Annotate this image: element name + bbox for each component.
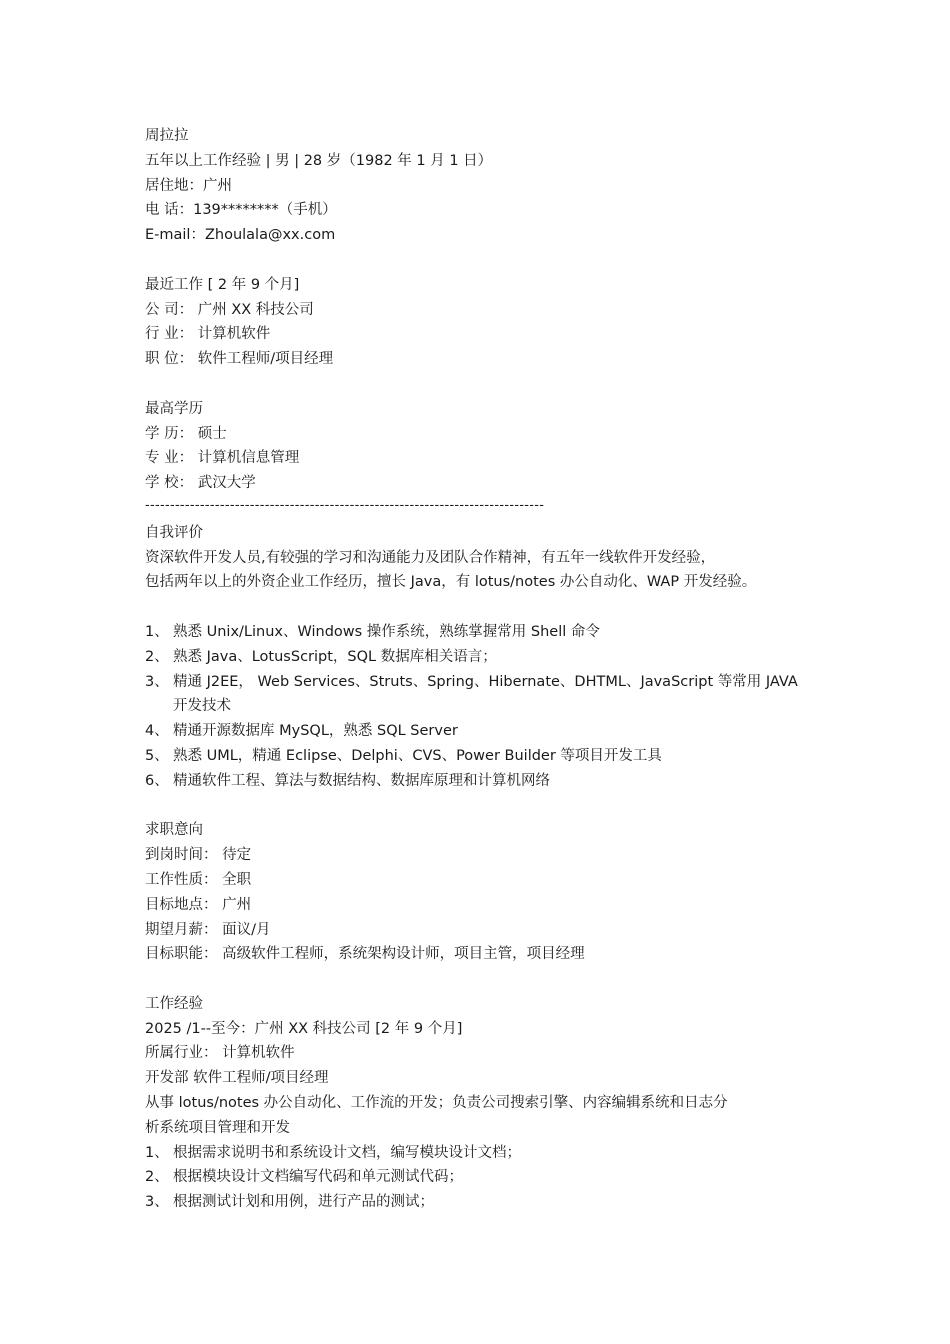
skill-text: 熟悉 Java、LotusScript，SQL 数据库相关语言； xyxy=(173,648,497,665)
job-intent-arrival: 到岗时间： 待定 xyxy=(145,847,252,864)
education-major: 专 业： 计算机信息管理 xyxy=(145,450,300,467)
experience-dept: 开发部 软件工程师/项目经理 xyxy=(145,1070,329,1087)
skill-text: 精通 J2EE， Web Services、Struts、Spring、Hibernate、DHTML、JavaScript 等常用 JAVA 开发技术 xyxy=(173,673,798,715)
education-degree: 学 历： 硕士 xyxy=(145,425,227,442)
skill-text: 熟悉 Unix/Linux、Windows 操作系统，熟练掌握常用 Shell 命令 xyxy=(173,623,600,640)
skill-number: 2、 xyxy=(145,648,169,665)
recent-job-position: 职 位： 软件工程师/项目经理 xyxy=(145,351,334,368)
self-eval-heading: 自我评价 xyxy=(145,524,203,541)
recent-job-industry: 行 业： 计算机软件 xyxy=(145,326,271,343)
phone: 电 话：139********（手机） xyxy=(145,202,337,219)
self-eval-para-2: 包括两年以上的外资企业工作经历，擅长 Java，有 lotus/notes 办公自动化、WAP 开发经验。 xyxy=(145,574,757,591)
job-intent-location: 目标地点： 广州 xyxy=(145,896,252,913)
job-intent-nature: 工作性质： 全职 xyxy=(145,871,252,888)
skill-number: 5、 xyxy=(145,747,169,764)
skill-item xyxy=(145,719,825,744)
experience-period: 2025 /1--至今：广州 XX 科技公司 [2 年 9 个月] xyxy=(145,1020,463,1037)
duty-text: 根据测试计划和用例，进行产品的测试； xyxy=(173,1194,434,1211)
spacer xyxy=(145,372,825,397)
education-school: 学 校： 武汉大学 xyxy=(145,475,256,492)
skill-item xyxy=(145,744,825,769)
spacer xyxy=(145,967,825,992)
skill-text: 精通软件工程、算法与数据结构、数据库原理和计算机网络 xyxy=(173,772,550,789)
experience-desc-2: 析系统项目管理和开发 xyxy=(145,1119,290,1136)
resume-page xyxy=(145,124,825,1215)
skill-item xyxy=(145,620,825,645)
job-intent-salary: 期望月薪： 面议/月 xyxy=(145,921,271,938)
skill-text: 熟悉 UML，精通 Eclipse、Delphi、CVS、Power Builder 等项目开发工具 xyxy=(173,747,662,764)
duty-number: 3、 xyxy=(145,1194,169,1211)
experience-desc-1: 从事 lotus/notes 办公自动化、工作流的开发；负责公司搜索引擎、内容编辑系统和日志分 xyxy=(145,1095,728,1112)
skill-number: 4、 xyxy=(145,723,169,740)
skill-number: 6、 xyxy=(145,772,169,789)
experience-industry: 所属行业： 计算机软件 xyxy=(145,1045,295,1062)
duty-text: 根据模块设计文档编写代码和单元测试代码； xyxy=(173,1169,463,1186)
spacer xyxy=(145,595,825,620)
email: E-mail：Zhoulala@xx.com xyxy=(145,227,336,244)
recent-job-heading: 最近工作 [ 2 年 9 个月] xyxy=(145,276,300,293)
job-intent-roles: 目标职能： 高级软件工程师，系统架构设计师，项目主管，项目经理 xyxy=(145,946,585,963)
summary-line: 五年以上工作经验 | 男 | 28 岁（1982 年 1 月 1 日） xyxy=(145,152,493,169)
duty-item xyxy=(145,1165,825,1190)
skill-item xyxy=(145,645,825,670)
duty-item xyxy=(145,1190,825,1215)
duty-text: 根据需求说明书和系统设计文档，编写模块设计文档； xyxy=(173,1144,521,1161)
duty-item xyxy=(145,1141,825,1166)
self-eval-para-1: 资深软件开发人员,有较强的学习和沟通能力及团队合作精神，有五年一线软件开发经验， xyxy=(145,549,716,566)
recent-job-company: 公 司： 广州 XX 科技公司 xyxy=(145,301,314,318)
residence: 居住地：广州 xyxy=(145,177,232,194)
skill-item xyxy=(145,769,825,794)
job-intent-heading: 求职意向 xyxy=(145,822,203,839)
experience-heading: 工作经验 xyxy=(145,995,203,1012)
candidate-name: 周拉拉 xyxy=(145,128,189,144)
skill-number: 1、 xyxy=(145,623,169,640)
separator-line: -------------------------------------------------------------------------------- xyxy=(145,497,545,513)
skill-item xyxy=(145,670,825,720)
spacer xyxy=(145,248,825,273)
skill-text: 精通开源数据库 MySQL，熟悉 SQL Server xyxy=(173,723,458,740)
skill-number: 3、 xyxy=(145,673,169,690)
education-heading: 最高学历 xyxy=(145,400,203,417)
duty-number: 2、 xyxy=(145,1169,169,1186)
duty-number: 1、 xyxy=(145,1144,169,1161)
spacer xyxy=(145,794,825,819)
